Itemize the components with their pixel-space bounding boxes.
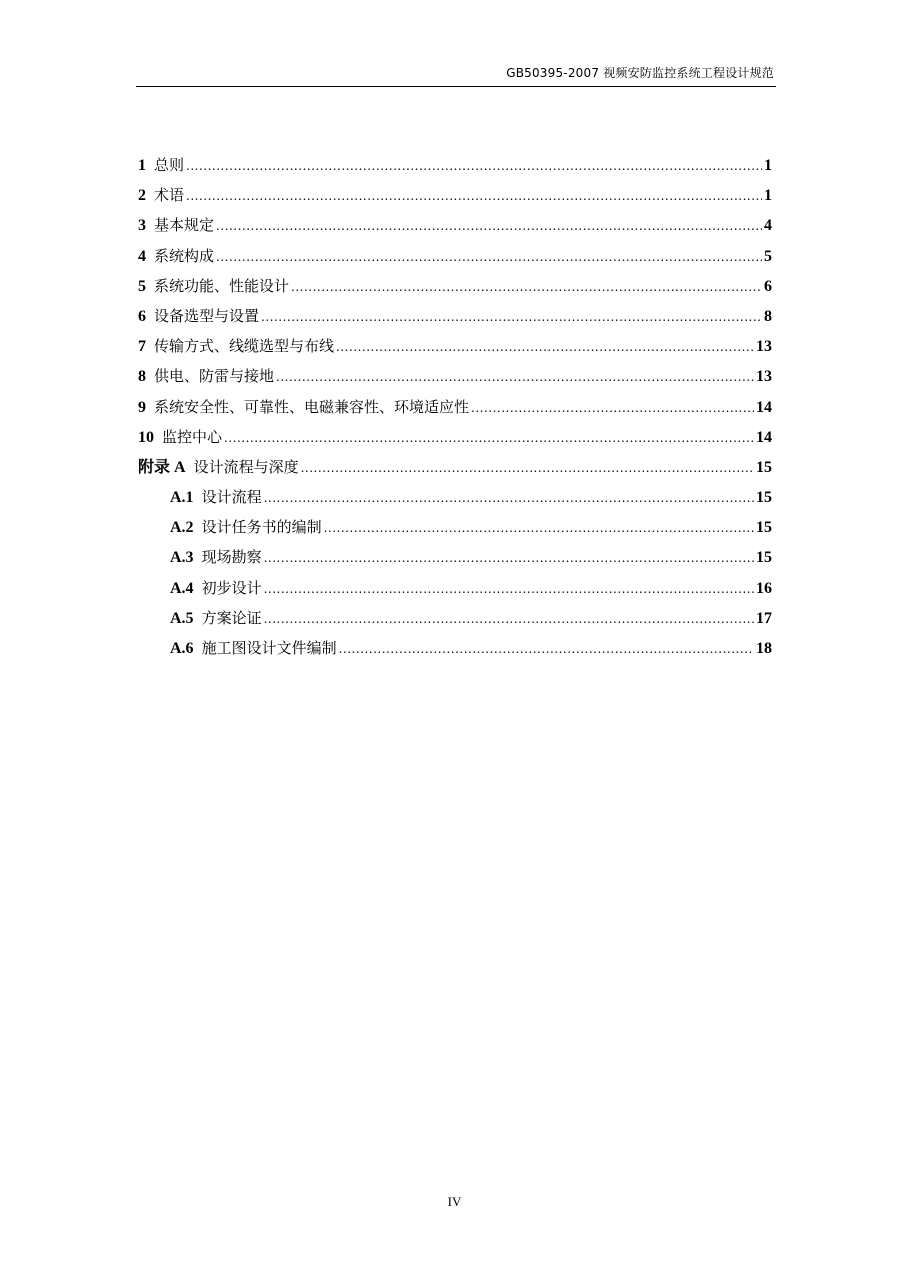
toc-entry-title: 监控中心 [162,427,223,446]
toc-entry-number: 5 [138,277,146,295]
toc-entry-number: 8 [138,368,146,386]
toc-entry-number: A.3 [170,549,194,567]
toc-entry-title: 施工图设计文件编制 [201,639,337,657]
toc-entry[interactable] [138,452,772,482]
toc-entry-page: 15 [756,549,772,567]
toc-dot-leader [264,483,754,513]
toc-dot-leader [336,332,754,362]
toc-entry-number: 3 [138,217,146,235]
toc-entry-page: 13 [756,338,772,356]
toc-entry-page: 14 [756,398,772,416]
toc-entry[interactable] [138,392,772,422]
toc-entry-page: 1 [764,187,772,205]
toc-entry[interactable] [138,210,772,240]
toc-entry[interactable] [138,331,772,361]
toc-entry-number: A.5 [170,609,194,627]
toc-entry-title: 供电、防雷与接地 [154,367,275,386]
toc-entry-number: 10 [138,428,154,446]
toc-entry-number: A.2 [170,519,194,537]
toc-entry-page: 6 [764,277,772,295]
toc-dot-leader [264,604,754,634]
toc-dot-leader [276,362,754,392]
toc-entry[interactable] [138,482,772,512]
toc-entry-page: 18 [756,640,772,657]
toc-entry[interactable] [138,603,772,633]
toc-dot-leader [291,272,762,302]
toc-entry-title: 设计任务书的编制 [201,518,322,537]
toc-entry-title: 系统功能、性能设计 [154,276,290,295]
toc-entry-number: 6 [138,307,146,325]
toc-entry[interactable] [138,633,772,663]
toc-entry-title: 设计流程 [201,488,262,507]
toc-entry-number: A.6 [170,640,194,657]
toc-dot-leader [261,302,762,332]
toc-entry-title: 初步设计 [201,578,262,597]
toc-entry-number: 附录 A [138,458,186,476]
toc-dot-leader [339,634,754,664]
toc-dot-leader [216,211,762,241]
toc-entry[interactable] [138,180,772,210]
toc-entry[interactable] [138,271,772,301]
toc-entry-page: 15 [756,519,772,537]
toc-dot-leader [471,393,754,423]
toc-entry-number: A.4 [170,579,194,597]
toc-entry-page: 14 [756,428,772,446]
toc-entry-title: 现场勘察 [201,548,262,567]
toc-entry-title: 设备选型与设置 [154,306,260,325]
toc-entry-page: 4 [764,217,772,235]
toc-entry[interactable] [138,422,772,452]
toc-entry-number: 4 [138,247,146,265]
toc-dot-leader [264,574,754,604]
toc-dot-leader [224,423,754,453]
toc-entry-page: 15 [756,458,772,476]
toc-entry[interactable] [138,512,772,542]
toc-entry-title: 系统构成 [154,246,215,265]
toc-entry-title: 术语 [154,186,185,205]
toc-entry-number: 9 [138,398,146,416]
page-number: IV [447,1194,462,1209]
toc-entry[interactable] [138,150,772,180]
toc-entry[interactable] [138,241,772,271]
toc-entry-page: 17 [756,609,772,627]
toc-dot-leader [216,242,762,272]
toc-entry-number: 2 [138,187,146,205]
toc-entry-page: 1 [764,157,772,174]
toc-entry[interactable] [138,573,772,603]
toc-entry-page: 8 [764,307,772,325]
toc-dot-leader [186,151,762,181]
table-of-contents [138,150,772,663]
toc-dot-leader [264,543,754,573]
toc-entry[interactable] [138,301,772,331]
toc-entry-number: 1 [138,157,146,174]
toc-entry-title: 传输方式、线缆选型与布线 [154,337,335,356]
toc-entry-title: 系统安全性、可靠性、电磁兼容性、环境适应性 [154,397,470,416]
toc-entry-page: 13 [756,368,772,386]
toc-entry-title: 设计流程与深度 [193,457,299,476]
toc-entry-number: A.1 [170,489,194,507]
toc-entry-page: 15 [756,489,772,507]
header-title: GB50395-2007 视频安防监控系统工程设计规范 [506,66,774,80]
toc-entry-title: 基本规定 [154,216,215,235]
toc-dot-leader [186,181,762,211]
toc-entry-title: 方案论证 [201,608,262,627]
toc-entry[interactable] [138,361,772,391]
toc-entry-title: 总则 [154,156,185,174]
toc-dot-leader [324,513,754,543]
toc-entry-page: 16 [756,579,772,597]
toc-dot-leader [301,453,754,483]
toc-entry-number: 7 [138,338,146,356]
toc-entry[interactable] [138,542,772,572]
page-header [136,60,776,87]
toc-entry-page: 5 [764,247,772,265]
